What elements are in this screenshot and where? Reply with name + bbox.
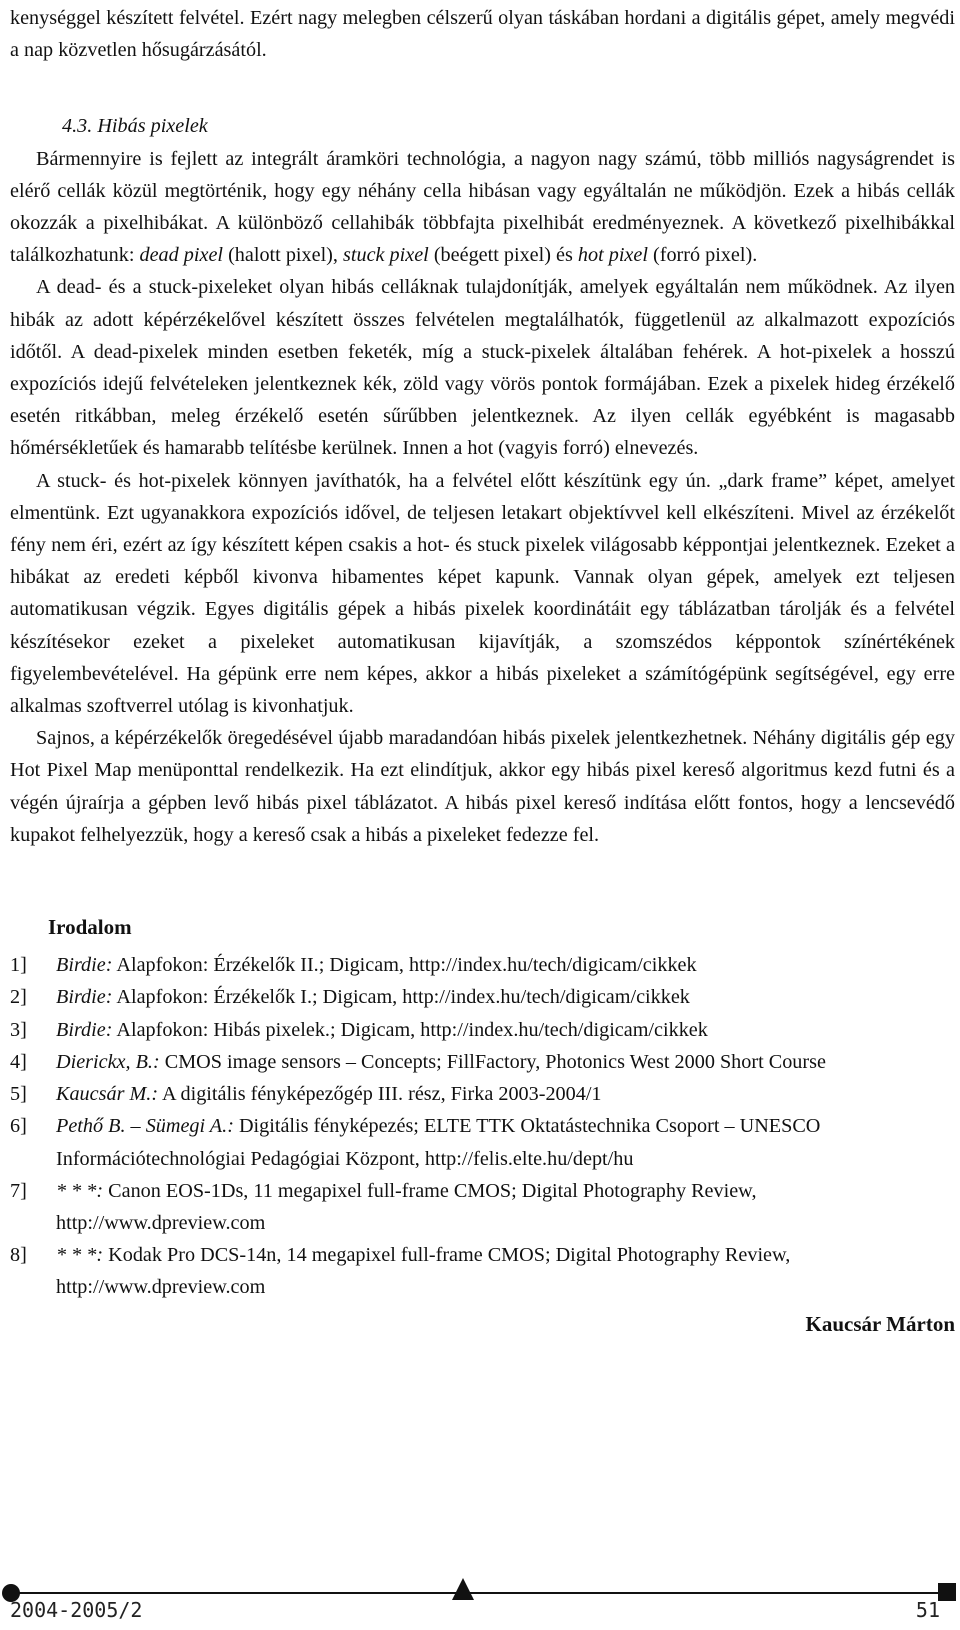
reference-text: CMOS image sensors – Concepts; FillFactory, Photonics West 2000 Short Course [164,1050,826,1073]
references-heading: Irodalom [48,915,132,940]
paragraph-dead-stuck: A dead- és a stuck-pixeleket olyan hibás celláknak tulajdonítják, amelyek egyáltalán nem működnek. Az ilyen hibák az adott képérzékelővel készített összes felvételen megtalálhatók, függetlenül az alkalmazott expozíciós időtől. A dead-pixelek minden esetben feketék, míg a stuck-pixelek általában fehérek. A hot-pixelek a hosszú expozíciós idejű felvételeken jelentkeznek kék, zöld vagy vörös pontok formájában. Ezek a pixelek hideg érzékelő esetén ritkábban, meleg érzékelő esetén sűrűbben jelentkeznek. Az ilyen cellák egyébként is magasabb hőmérsékletűek és hamarabb telítésbe kerülnek. Innen a hot (vagyis forró) elnevezés. [10,276,955,460]
references-list [10,949,955,1303]
square-marker-icon [938,1583,956,1601]
reference-item [10,949,955,981]
term-stuck-pixel: stuck pixel [343,244,429,267]
reference-body [56,981,955,1013]
reference-item [10,1078,955,1110]
document-page [10,2,955,1340]
reference-body [56,1239,955,1303]
paragraph-pixel-defects [10,143,955,272]
reference-text: Digitális fényképezés; ELTE TTK Oktatástechnika Csoport – UNESCO Információtechnológiai Pedagógiai Központ, http://felis.elte.hu/dept/hu [56,1115,821,1170]
term-dead-pixel: dead pixel [139,244,224,267]
reference-number: 2] [10,986,27,1009]
footer-page-number: 51 [915,1598,940,1622]
reference-number: 3] [10,1018,27,1041]
reference-item [10,1239,955,1303]
reference-item [10,1110,955,1174]
reference-item [10,1175,955,1239]
reference-text: Canon EOS-1Ds, 11 megapixel full-frame CMOS; Digital Photography Review, http://www.dpreview.com [56,1179,757,1234]
reference-number: 8] [10,1244,27,1267]
section-heading [10,110,955,142]
author-signature: Kaucsár Márton [805,1311,955,1336]
reference-number: 1] [10,954,27,977]
reference-author: Birdie: [56,986,113,1009]
reference-author: * * *: [56,1244,104,1267]
reference-author: Dierickx, B.: [56,1050,160,1073]
intro-paragraph: kenységgel készített felvétel. Ezért nagy melegben célszerű olyan táskában hordani a digitális gépet, amely megvédi a nap közvetlen hősugárzásától. [10,7,955,62]
reference-text: Alapfokon: Hibás pixelek.; Digicam, http://index.hu/tech/digicam/cikkek [116,1018,708,1041]
paragraph-hot-pixel-map: Sajnos, a képérzékelők öregedésével újabb maradandóan hibás pixelek jelentkezhetnek. Néhány digitális gép egy Hot Pixel Map menüponttal rendelkezik. Ha ezt elindítjuk, akkor egy hibás pixel kereső algoritmus kezd futni és a végén újraírja a gépben levő hibás pixel táblázatot. A hibás pixel kereső indítása előtt fontos, hogy a lencsevédő kupakot felhelyezzük, hogy a kereső csak a hibás a pixeleket fedezze fel. [10,727,955,846]
footer-rule [8,1592,952,1594]
reference-item [10,1046,955,1078]
reference-body [56,949,955,981]
triangle-marker-icon [452,1578,474,1600]
reference-item [10,981,955,1013]
term-hot-pixel: hot pixel [577,244,648,267]
reference-author: Kaucsár M.: [56,1083,159,1106]
reference-text: Kodak Pro DCS-14n, 14 megapixel full-frame CMOS; Digital Photography Review, http://www.dpreview.com [56,1244,791,1299]
paragraph-text: (forró pixel). [647,244,758,267]
reference-number: 4] [10,1050,27,1073]
reference-text: Alapfokon: Érzékelők I.; Digicam, http://index.hu/tech/digicam/cikkek [116,986,690,1009]
paragraph-dark-frame: A stuck- és hot-pixelek könnyen javíthatók, ha a felvétel előtt készítünk egy ún. „dark frame” képet, amelyet elmentünk. Ezt ugyanakkora expozíciós idővel, de teljesen letakart objektívvel kell elkészíteni. Mivel az érzékelőt fény nem éri, ezért az így készített képen csakis a hot- és stuck pixelek világosabb képpontjai jelentkeznek. Ezeket a hibákat az eredeti képből kivonva hibamentes képet kapunk. Vannak olyan gépek, amelyek ezt teljesen automatikusan végzik. Egyes digitális gépek a hibás pixelek koordinátáit egy táblázatban tárolják és a felvétel készítésekor ezeket a pixeleket automatikusan kijavítják, a szomszédos képpontok színértékének figyelembevételével. Ha gépünk erre nem képes, akkor a hibás pixeleket a számítógépünk segítségével, egy erre alkalmas szoftverrel utólag is kivonhatjuk. [10,469,955,718]
reference-text: A digitális fényképezőgép III. rész, Firka 2003-2004/1 [162,1083,602,1106]
reference-author: Birdie: [56,1018,113,1041]
reference-body [56,1175,955,1239]
reference-author: Pethő B. – Sümegi A.: [56,1115,234,1138]
paragraph-text: (beégett pixel) és [428,244,578,267]
reference-body [56,1110,955,1174]
reference-body [56,1078,955,1110]
reference-author: * * *: [56,1179,104,1202]
reference-author: Birdie: [56,954,113,977]
reference-number: 6] [10,1115,27,1138]
section-title: Hibás pixelek [97,115,208,138]
paragraph-text: (halott pixel), [223,244,344,267]
paragraph-text: Bármennyire is fejlett az integrált áramköri technológia, a nagyon nagy számú, több milliós nagyságrendet is elérő cellák közül megtörténik, hogy egy néhány cella hibásan vagy egyáltalán ne működjön. Ezek a hibás cellák okozzák a pixelhibákat. A különböző cellahibák többfajta pixelhibát eredményeznek. A következő pixelhibákkal találkozhatunk: [10,147,955,267]
reference-item [10,1014,955,1046]
reference-number: 7] [10,1179,27,1202]
reference-text: Alapfokon: Érzékelők II.; Digicam, http://index.hu/tech/digicam/cikkek [116,954,697,977]
footer-issue: 2004-2005/2 [10,1598,143,1622]
reference-body [56,1014,955,1046]
reference-body [56,1046,955,1078]
reference-number: 5] [10,1083,27,1106]
section-number: 4.3. [62,115,93,138]
